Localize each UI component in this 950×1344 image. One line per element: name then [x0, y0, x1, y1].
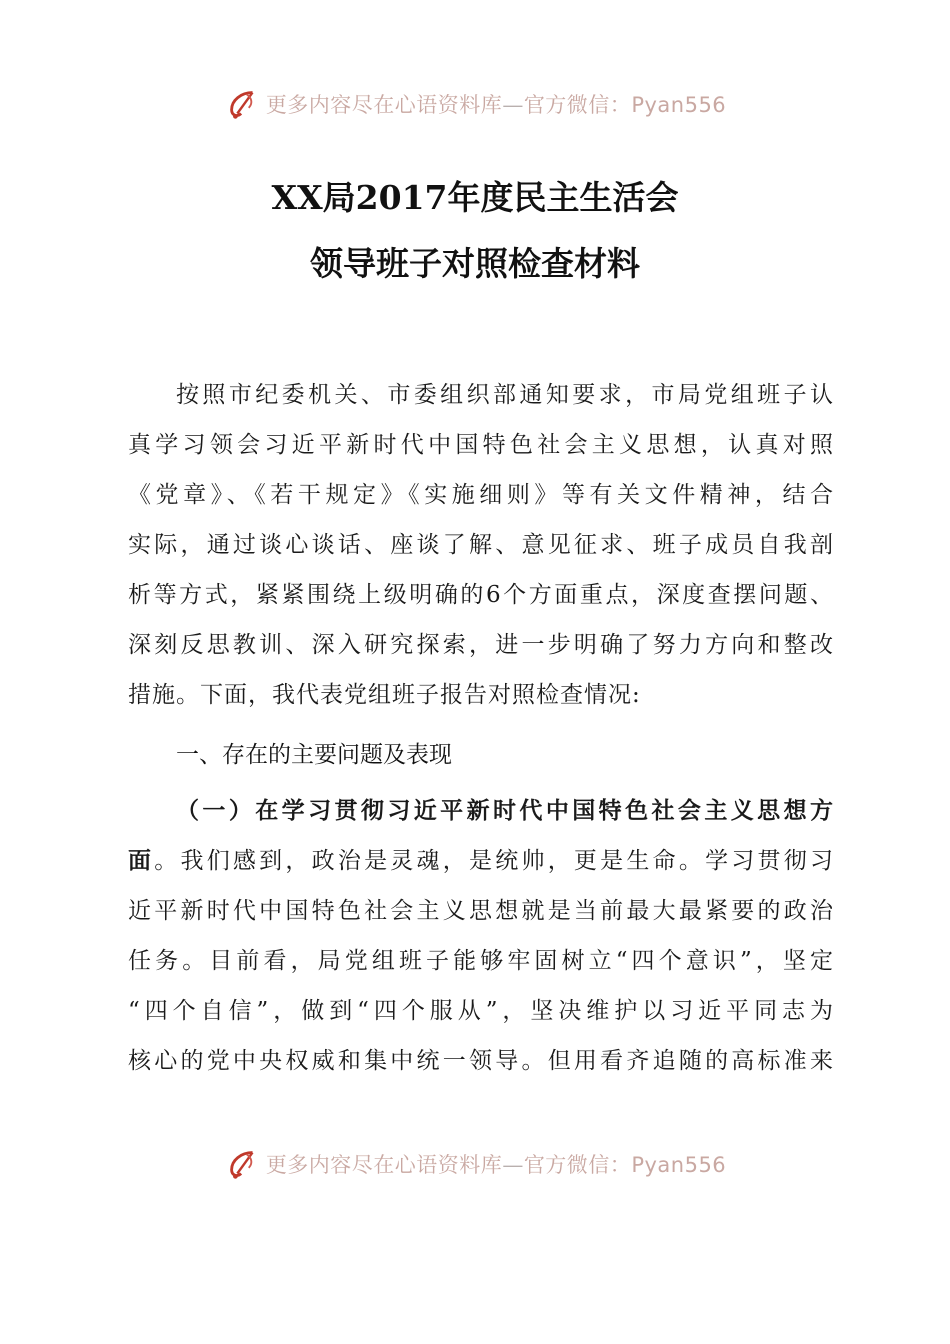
quill-logo-icon — [224, 1145, 262, 1183]
document-title-line2: 领导班子对照检查材料 — [310, 244, 640, 283]
paragraph-line: 核心的党中央权威和集中统一领导。但用看齐追随的高标准来 — [128, 1048, 834, 1074]
banner-text: 更多内容尽在心语资料库—官方微信：Pyan556 — [265, 93, 727, 117]
subsection-heading-bold: （一）在学习贯彻习近平新时代中国特色社会主义思想方 — [176, 797, 834, 824]
paragraph-line: 深刻反思教训、深入研究探索，进一步明确了努力方向和整改 — [128, 632, 834, 658]
subsection-heading-line — [128, 786, 834, 836]
paragraph-line: 按照市纪委机关、市委组织部通知要求，市局党组班子认 — [176, 382, 834, 408]
paragraph-line: 措施。下面，我代表党组班子报告对照检查情况: — [128, 682, 641, 708]
quill-logo-icon — [224, 85, 262, 123]
header-banner — [0, 84, 950, 124]
footer-banner — [0, 1144, 950, 1184]
banner-text: 更多内容尽在心语资料库—官方微信：Pyan556 — [265, 1153, 727, 1177]
document-title-line1: XX局2017年度民主生活会 — [271, 178, 679, 217]
paragraph-text: 。我们感到，政治是灵魂，是统帅，更是生命。学习贯彻习 — [154, 848, 835, 874]
paragraph-line: 近平新时代中国特色社会主义思想就是当前最大最紧要的政治 — [128, 898, 834, 924]
section-heading: 一、存在的主要问题及表现 — [176, 742, 452, 768]
paragraph-line: 实际，通过谈心谈话、座谈了解、意见征求、班子成员自我剖 — [128, 532, 834, 558]
paragraph-line: 析等方式，紧紧围绕上级明确的6个方面重点，深度查摆问题、 — [128, 582, 834, 608]
paragraph-line: “四个自信”，做到“四个服从”，坚决维护以习近平同志为 — [128, 998, 834, 1024]
paragraph-line: 《党章》、《若干规定》《实施细则》等有关文件精神，结合 — [128, 482, 834, 508]
paragraph-line: 真学习领会习近平新时代中国特色社会主义思想，认真对照 — [128, 432, 834, 458]
paragraph-line: 任务。目前看，局党组班子能够牢固树立“四个意识”，坚定 — [128, 948, 834, 974]
subsection-heading-tail: 面 — [128, 847, 155, 874]
paragraph-line — [128, 836, 834, 886]
document-body — [128, 370, 834, 1086]
